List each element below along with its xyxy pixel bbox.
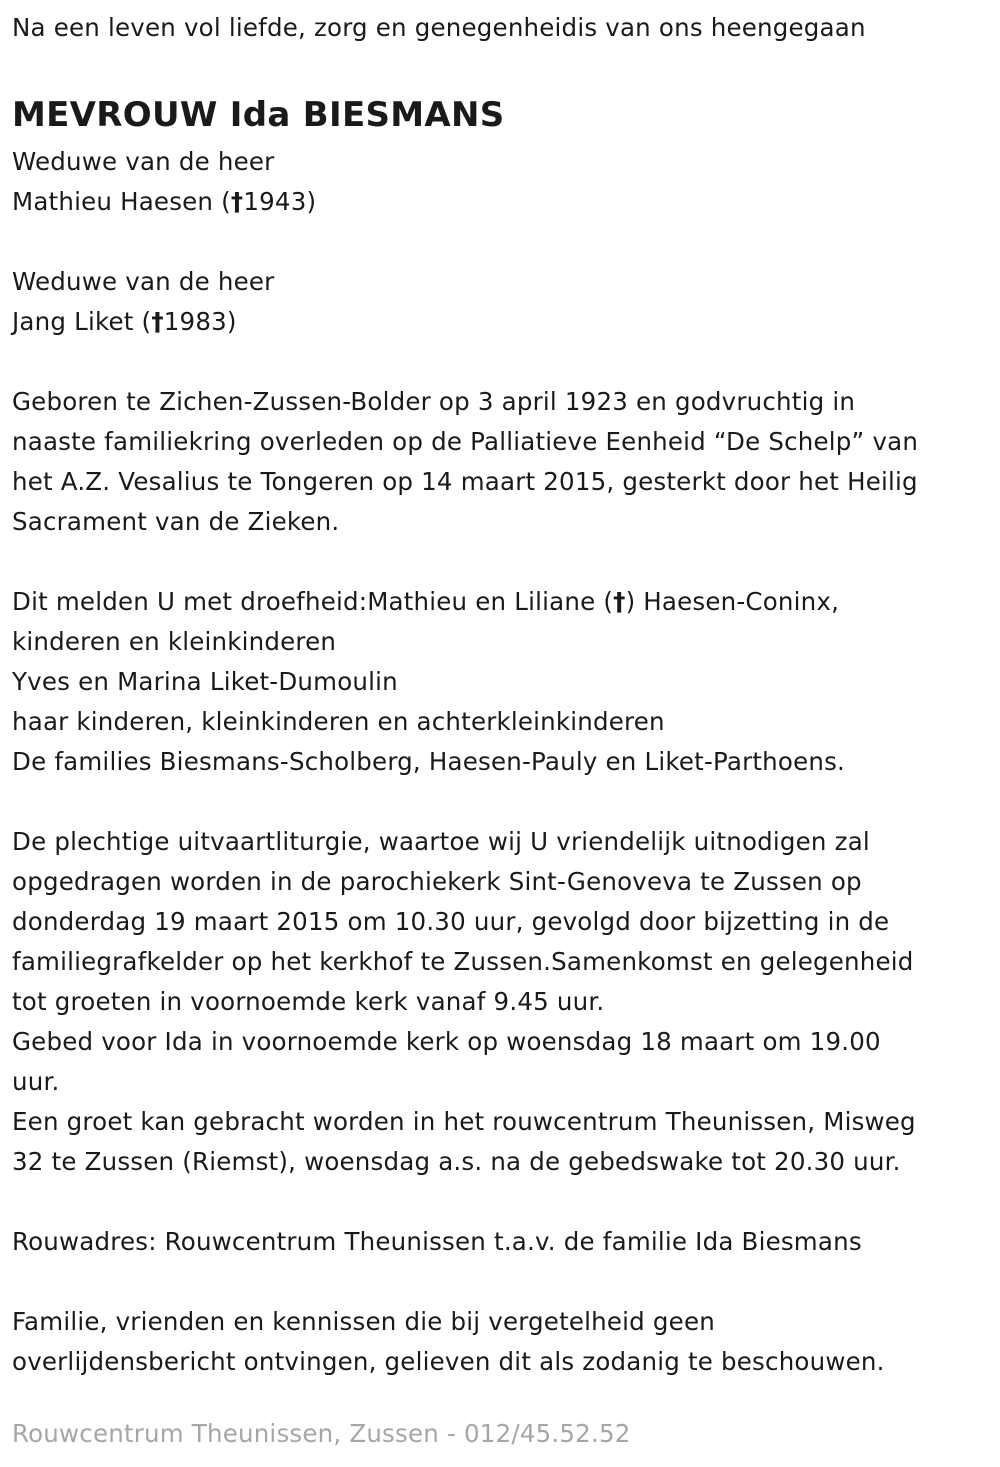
spacer: [12, 1182, 988, 1222]
deceased-name: MEVROUW Ida BIESMANS: [12, 95, 505, 135]
spacer: [12, 1262, 988, 1302]
funeral-home-footer: Rouwcentrum Theunissen, Zussen - 012/45.52.52: [12, 1419, 631, 1448]
spacer: [12, 542, 988, 582]
spouse2-name-line: [12, 302, 988, 342]
spouse1-year: 1943): [243, 187, 317, 216]
ceremony-line: De plechtige uitvaartliturgie, waartoe wij U vriendelijk uitnodigen zal: [12, 827, 870, 856]
birth-death-line: Geboren te Zichen-Zussen-Bolder op 3 april 1923 en godvruchtig in: [12, 387, 856, 416]
announcement-line: Yves en Marina Liket-Dumoulin: [12, 667, 398, 696]
birth-death-line: Sacrament van de Zieken.: [12, 507, 340, 536]
ceremony-line: Een groet kan gebracht worden in het rouwcentrum Theunissen, Misweg: [12, 1107, 916, 1136]
ceremony-line: tot groeten in voornoemde kerk vanaf 9.45 uur.: [12, 987, 605, 1016]
announcement-first-line: [12, 582, 988, 622]
spouse1-name: Mathieu Haesen (: [12, 187, 231, 216]
announcement-line: kinderen en kleinkinderen: [12, 627, 337, 656]
spacer: [12, 222, 988, 262]
ceremony-line: donderdag 19 maart 2015 om 10.30 uur, gevolgd door bijzetting in de: [12, 907, 890, 936]
announcement-line: De families Biesmans-Scholberg, Haesen-Pauly en Liket-Parthoens.: [12, 747, 846, 776]
ceremony-line: uur.: [12, 1067, 60, 1096]
announcement-line: haar kinderen, kleinkinderen en achterkleinkinderen: [12, 707, 665, 736]
spacer: [12, 342, 988, 382]
cross-icon: †: [230, 187, 244, 216]
spouse2-title: Weduwe van de heer: [12, 267, 275, 296]
ceremony-line: familiegrafkelder op het kerkhof te Zussen.Samenkomst en gelegenheid: [12, 947, 914, 976]
spouse1-name-line: [12, 182, 988, 222]
ceremony-line: Gebed voor Ida in voornoemde kerk op woensdag 18 maart om 19.00: [12, 1027, 881, 1056]
spouse2-name: Jang Liket (: [12, 307, 152, 336]
cross-icon: †: [151, 307, 164, 336]
intro-text: Na een leven vol liefde, zorg en genegenheidis van ons heengegaan: [12, 13, 866, 42]
mourning-address: Rouwadres: Rouwcentrum Theunissen t.a.v. de familie Ida Biesmans: [12, 1227, 862, 1256]
spacer: [12, 782, 988, 822]
announcement-text: ) Haesen-Coninx,: [625, 587, 840, 616]
announcement-text: Dit melden U met droefheid:Mathieu en Liliane (: [12, 587, 614, 616]
closing-line: Familie, vrienden en kennissen die bij vergetelheid geen: [12, 1307, 715, 1336]
birth-death-line: het A.Z. Vesalius te Tongeren op 14 maart 2015, gesterkt door het Heilig: [12, 467, 918, 496]
ceremony-line: 32 te Zussen (Riemst), woensdag a.s. na de gebedswake tot 20.30 uur.: [12, 1147, 901, 1176]
closing-line: overlijdensbericht ontvingen, gelieven dit als zodanig te beschouwen.: [12, 1347, 885, 1376]
birth-death-line: naaste familiekring overleden op de Palliatieve Eenheid “De Schelp” van: [12, 427, 919, 456]
cross-icon: †: [613, 587, 626, 616]
spouse2-year: 1983): [163, 307, 237, 336]
spouse1-title: Weduwe van de heer: [12, 147, 275, 176]
ceremony-line: opgedragen worden in de parochiekerk Sint-Genoveva te Zussen op: [12, 867, 862, 896]
